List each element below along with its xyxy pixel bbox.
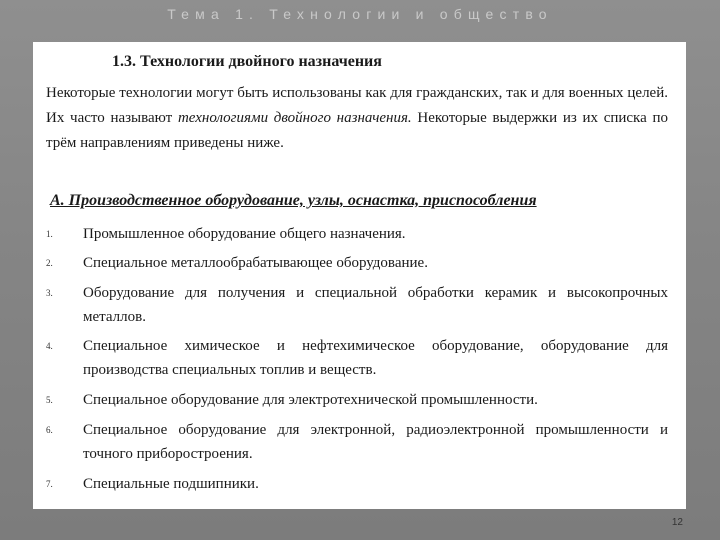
list-item-number: 2. (46, 258, 53, 268)
group-heading-a: А. Производственное оборудование, узлы, оснастка, приспособления (50, 192, 537, 209)
list-item-text: Специальное химическое и нефтехимическое оборудование, оборудование для производства специальных топлив и веществ. (83, 338, 668, 378)
list-item-text: Промышленное оборудование общего назначения. (83, 226, 406, 242)
list-item-number: 4. (46, 341, 53, 351)
intro-paragraph (46, 81, 672, 156)
page-number: 12 (671, 517, 683, 528)
list-item-number: 1. (46, 229, 53, 239)
list-item-number: 3. (46, 288, 53, 298)
topic-header: Тема 1. Технологии и общество (167, 6, 553, 22)
list-item-text: Оборудование для получения и специальной обработки керамик и высокопрочных металлов. (83, 285, 668, 325)
list-item-number: 6. (46, 425, 53, 435)
intro-text-part2: Некоторые выдержки из их списка по трём направлениям приведены ниже. (46, 110, 672, 151)
list-item-number: 7. (46, 479, 53, 489)
list-item-text: Специальные подшипники. (83, 476, 259, 492)
list-item-number: 5. (46, 395, 53, 405)
list-item-text: Специальное металлообрабатывающее оборудование. (83, 255, 428, 271)
intro-emphasis: технологиями двойного назначения. (177, 110, 412, 126)
section-title: 1.3. Технологии двойного назначения (112, 53, 382, 70)
intro-text-part1: Некоторые технологии могут быть использованы как для гражданских, так и для военных целей. Их часто называют (46, 85, 672, 126)
list-item-text: Специальное оборудование для электронной, радиоэлектронной промышленности и точного приборостроения. (83, 422, 668, 462)
list-item-text: Специальное оборудование для электротехнической промышленности. (83, 392, 538, 408)
